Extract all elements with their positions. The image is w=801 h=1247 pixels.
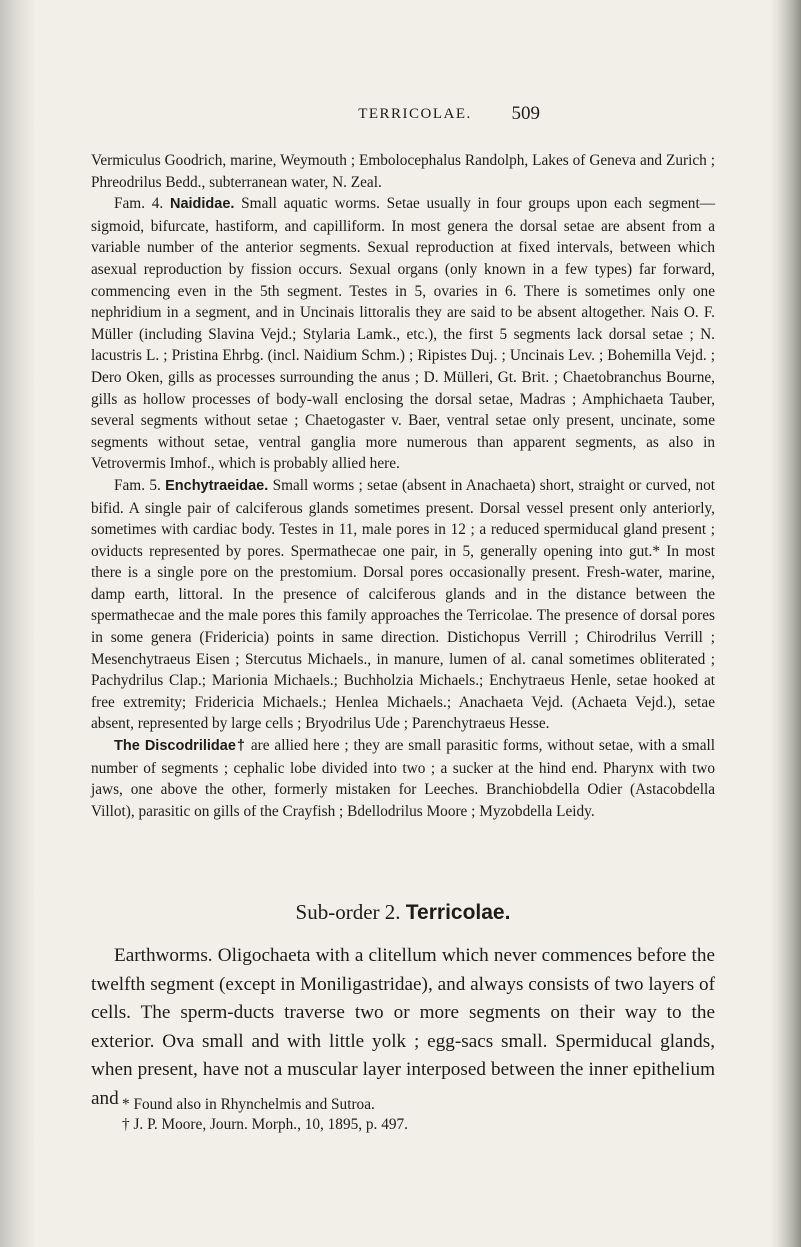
paragraph-naididae bbox=[91, 193, 715, 475]
footnotes bbox=[91, 1095, 715, 1135]
family-name-discodrilidae: The Discodrilidae† bbox=[114, 738, 247, 755]
terricolae-intro bbox=[91, 942, 715, 1113]
suborder-name: Terricolae. bbox=[405, 901, 511, 924]
footnote-2: † J. P. Moore, Journ. Morph., 10, 1895, p. 497. bbox=[122, 1116, 408, 1133]
page-edge-shadow-left bbox=[0, 0, 34, 1247]
naididae-description: Small aquatic worms. Setae usually in four groups upon each segment—sigmoid, bifurcate, hastiform, and capilliform. In most genera the dorsal setae are absent from a variable number of the anterior segments. Sexual reproduction at fixed intervals, between which asexual reproduction by fission occurs. Sexual organs (only known in a few types) far forward, commencing even in the 5th segment. Testes in 5, ovaries in 6. There is sometimes only one nephridium in a segment, and in Uncinais littoralis they are said to be absent altogether. Nais O. F. Müller (including Slavina Vejd.; Stylaria Lamk., etc.), the first 5 segments lack dorsal setae ; N. lacustris L. ; Pristina Ehrbg. (incl. Naidium Schm.) ; Ripistes Duj. ; Uncinais Lev. ; Bohemilla Vejd. ; Dero Oken, gills as processes surrounding the anus ; D. Mülleri, Gt. Brit. ; Chaetobranchus Bourne, gills as hollow processes of body-wall enclosing the dorsal setae, Madras ; Amphichaeta Tauber, several segments without setae ; Chaetogaster v. Baer, ventral setae only present, uncinate, some segments without setae, ventral ganglia more numerous than apparent segments, as also in Vetrovermis Imhof., which is probably allied here. bbox=[91, 195, 716, 473]
family-label: Fam. 5. bbox=[114, 476, 161, 494]
body-text bbox=[91, 150, 715, 822]
page-number: 509 bbox=[511, 103, 540, 124]
discodrilidae-description: are allied here ; they are small parasitic forms, without setae, with a small number of segments ; cephalic lobe divided into two ; a sucker at the hind end. Pharynx with two jaws, one above the other, formerly mistaken for Leeches. Branchiobdella Odier (Astacobdella Villot), parasitic on gills of the Crayfish ; Bdellodrilus Moore ; Myzobdella Leidy. bbox=[91, 737, 715, 820]
paragraph-vermiculus: Vermiculus Goodrich, marine, Weymouth ; Embolocephalus Randolph, Lakes of Geneva and Zurich ; Phreodrilus Bedd., subterranean water, N. Zeal. bbox=[91, 152, 715, 191]
running-title: TERRICOLAE. bbox=[358, 106, 472, 122]
paragraph-discodrilidae bbox=[91, 735, 715, 822]
paragraph-enchytraeidae bbox=[91, 475, 715, 735]
family-name-naididae: Naididae. bbox=[169, 196, 235, 213]
family-name-enchytraeidae: Enchytraeidae. bbox=[165, 477, 269, 494]
footnote-1: * Found also in Rhynchelmis and Sutroa. bbox=[122, 1096, 375, 1113]
page-edge-shadow-right bbox=[771, 0, 801, 1247]
terricolae-paragraph: Earthworms. Oligochaeta with a clitellum which never commences before the twelfth segment (except in Moniligastridae), and always consists of two layers of cells. The sperm-ducts traverse two or more segments on their way to the exterior. Ova small and with little yolk ; egg-sacs small. Spermiducal glands, when present, have not a muscular layer interposed between the inner epithelium and bbox=[91, 945, 715, 1109]
suborder-heading bbox=[91, 898, 715, 927]
enchytraeidae-description: Small worms ; setae (absent in Anachaeta) short, straight or curved, not bifid. A single pair of calciferous glands sometimes present. Dorsal vessel present only anteriorly, sometimes with cardiac body. Testes in 11, male pores in 12 ; a reduced spermiducal gland present ; oviducts represented by pores. Spermathecae one pair, in 5, generally opening into gut.* In most there is a single pore on the prestomium. Dorsal pores occasionally present. Fresh-water, marine, damp earth, littoral. In the presence of calciferous glands and in the distance between the spermathecae and the male pores this family approaches the Terricolae. The presence of dorsal pores in some genera (Fridericia) points in same direction. Distichopus Verrill ; Chirodrilus Verrill ; Mesenchytraeus Eisen ; Stercutus Michaels., in manure, lumen of al. canal sometimes obliterated ; Pachydrilus Clap.; Marionia Michaels.; Buchholzia Michaels.; Enchytraeus Henle, setae hooked at free extremity; Fridericia Michaels.; Henlea Michaels.; Anachaeta Vejd. (Achaeta Vejd.), setae absent, represented by large cells ; Bryodrilus Ude ; Parenchytraeus Hesse. bbox=[91, 476, 715, 733]
suborder-prefix: Sub-order 2. bbox=[295, 900, 401, 924]
family-label: Fam. 4. bbox=[114, 195, 164, 213]
